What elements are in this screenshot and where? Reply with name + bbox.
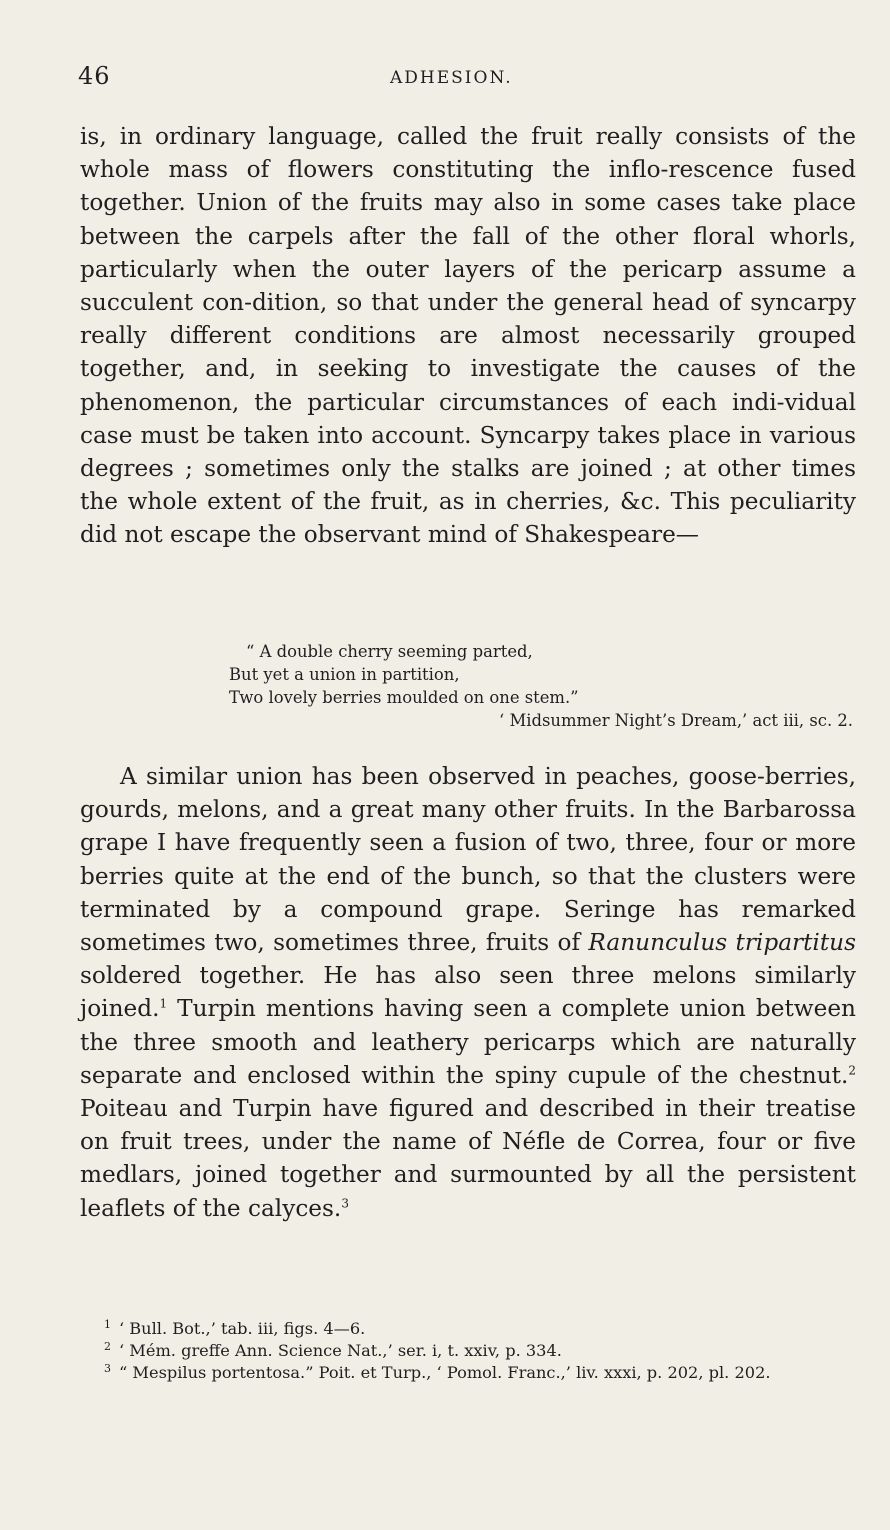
footnote-text-1: ‘ Bull. Bot.,’ tab. iii, figs. 4—6. — [119, 1319, 366, 1338]
footnote-mark-2: 2 — [104, 1339, 111, 1353]
footnote-mark-1: 1 — [104, 1317, 111, 1331]
quote-line-2: But yet a union in partition, — [229, 665, 460, 684]
page-number: 46 — [78, 62, 111, 90]
paragraph-text-part-3: Turpin mentions having seen a complete union between the three smooth and leathery pericarps which are naturally separate and enclosed within the spiny cupule of the chestnut. — [80, 995, 856, 1089]
footnotes — [78, 1318, 860, 1384]
footnote-ref-1[interactable]: 1 — [159, 996, 168, 1011]
quote-citation: ‘ Midsummer Night’s Dream,’ act iii, sc. 2. — [499, 711, 853, 730]
footnote-1 — [78, 1318, 860, 1340]
running-head: ADHESION. — [390, 68, 513, 88]
footnote-text-2: ‘ Mém. greffe Ann. Science Nat.,’ ser. i, t. xxiv, p. 334. — [119, 1341, 562, 1360]
paragraph-syncarpy: is, in ordinary language, called the fruit really consists of the whole mass of flowers constituting the inflo-rescence fused together. Union of the fruits may also in some cases take place between the carpels after the fall of the other floral whorls, particularly when the outer layers of the pericarp assume a succulent con-dition, so that under the general head of syncarpy really different conditions are almost necessarily grouped together, and, in seeking to investigate the causes of the phenomenon, the particular circumstances of each indi-vidual case must be taken into account. Syncarpy takes place in various degrees ; sometimes only the stalks are joined ; at other times the whole extent of the fruit, as in cherries, &c. This peculiarity did not escape the observant mind of Shakespeare— — [80, 123, 856, 549]
paragraph-similar-union — [80, 760, 856, 1225]
footnote-3 — [78, 1362, 860, 1384]
species-name-ranunculus: Ranunculus tripartitus — [588, 929, 856, 957]
footnote-mark-3: 3 — [104, 1361, 111, 1375]
quote-line-3: Two lovely berries moulded on one stem.” — [229, 688, 579, 707]
footnote-ref-2[interactable]: 2 — [848, 1063, 856, 1078]
footnote-ref-3[interactable]: 3 — [341, 1195, 349, 1210]
footnote-2 — [78, 1340, 860, 1362]
paragraph-text-part-1: A similar union has been observed in peaches, goose-berries, gourds, melons, and a great many other fruits. In the Barbarossa grape I have frequently seen a fusion of two, three, four or more berries quite at the end of the bunch, so that the clusters were terminated by a compound grape. Seringe has remarked sometimes two, sometimes three, fruits of — [80, 763, 856, 957]
footnote-text-3: “ Mespilus portentosa.” Poit. et Turp., ‘ Pomol. Franc.,’ liv. xxxi, p. 202, pl. 202. — [119, 1363, 771, 1382]
quote-line-1: “ A double cherry seeming parted, — [246, 642, 533, 661]
paragraph-text-part-2: soldered together. He has also seen three melons similarly joined. — [80, 962, 856, 1023]
paragraph-text-part-4: Poiteau and Turpin have figured and described in their treatise on fruit trees, under the name of Néfle de Correa, four or five medlars, joined together and surmounted by all the persistent leaflets of the calyces. — [80, 1095, 856, 1222]
page-header — [78, 62, 858, 96]
